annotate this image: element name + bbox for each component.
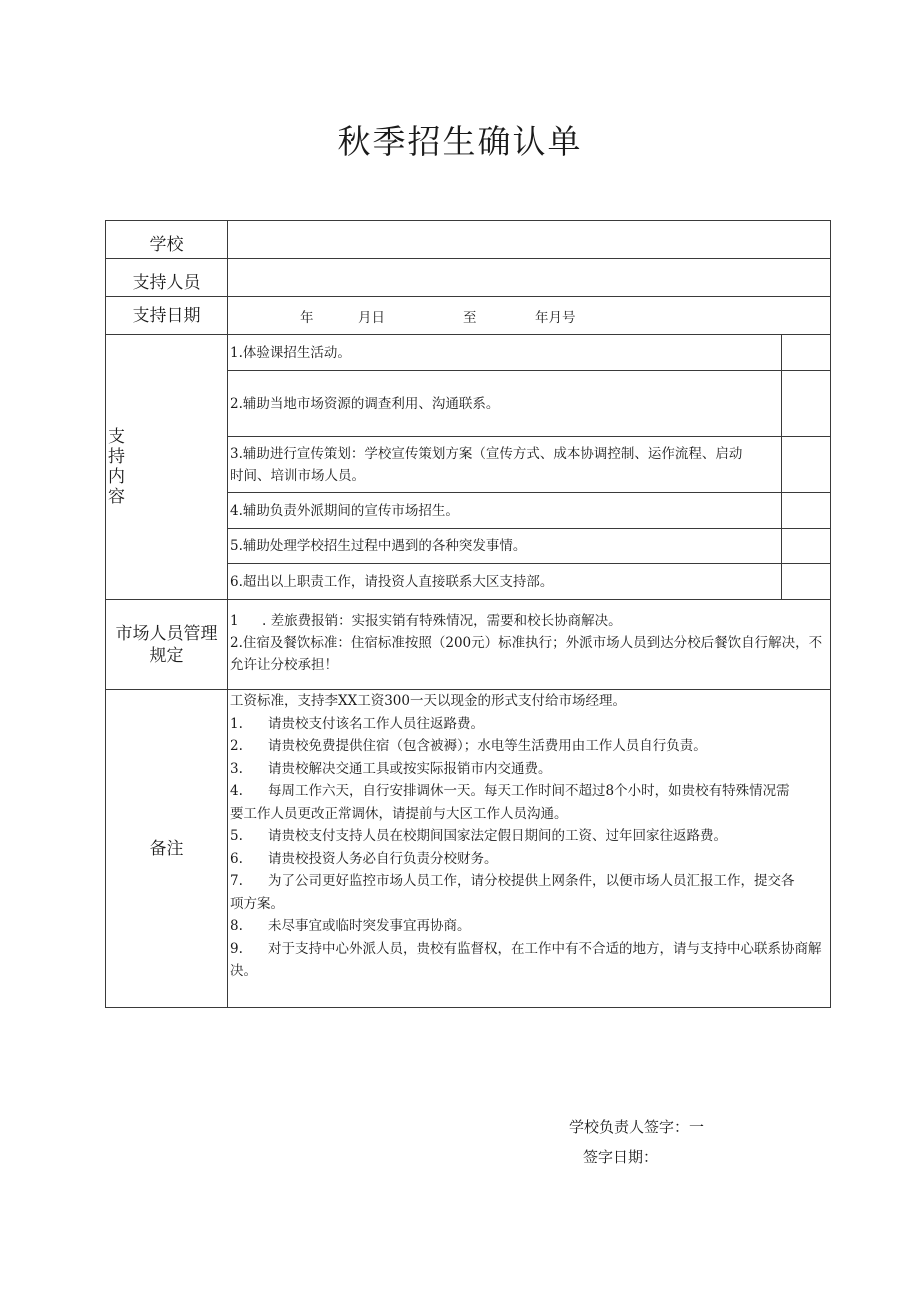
support-item-text: 2.辅助当地市场资源的调查利用、沟通联系。 (228, 371, 782, 437)
rules-label: 市场人员管理规定 (106, 600, 228, 690)
date-to: 至 (463, 310, 477, 326)
support-date-row (106, 297, 831, 335)
support-staff-input-cell[interactable] (228, 259, 831, 297)
support-item-text: 6.超出以上职责工作，请投资人直接联系大区支持部。 (228, 564, 782, 600)
signature-date-label: 签字日期： (583, 1148, 659, 1166)
school-label: 学校 (106, 221, 228, 259)
remark-item: 5. 请贵校支付支持人员在校期间国家法定假日期间的工资、过年回家往返路费。 (230, 828, 727, 844)
remark-item: 2. 请贵校免费提供住宿（包含被褥）；水电等生活费用由工作人员自行负责。 (230, 738, 707, 754)
rule-item: 1 . 差旅费报销：实报实销有特殊情况，需要和校长协商解决。 (230, 613, 622, 629)
remark-item: 8. 未尽事宜或临时突发事宜再协商。 (230, 918, 471, 934)
support-staff-row (106, 259, 831, 297)
support-item-text: 3.辅助进行宣传策划：学校宣传策划方案（宣传方式、成本协调控制、运作流程、启动时间、培训市场人员。 (228, 437, 782, 493)
remark-item: 6. 请贵校投资人务必自行负责分校财务。 (230, 850, 498, 867)
support-item-check-cell[interactable] (782, 437, 831, 493)
remark-item: 1. 请贵校支付该名工作人员往返路费。 (230, 715, 484, 732)
principal-signature-label: 学校负责人签字：一 (569, 1118, 705, 1136)
support-item-check-cell[interactable] (782, 493, 831, 529)
rules-cell (228, 600, 831, 690)
remarks-cell (228, 690, 831, 1008)
confirmation-form-table (105, 220, 831, 1008)
support-item-text: 4.辅助负责外派期间的宣传市场招生。 (228, 493, 782, 529)
support-item-check-cell[interactable] (782, 564, 831, 600)
date-year-start: 年 (300, 310, 314, 326)
support-item-check-cell[interactable] (782, 371, 831, 437)
support-item-check-cell[interactable] (782, 529, 831, 564)
school-row (106, 221, 831, 259)
support-date-label: 支持日期 (106, 297, 228, 335)
remarks-row (106, 690, 831, 1008)
school-input-cell[interactable] (228, 221, 831, 259)
support-item-text: 1.体验课招生活动。 (228, 335, 782, 371)
date-month-day-start: 月日 (358, 310, 385, 326)
remark-item: 7. 为了公司更好监控市场人员工作，请分校提供上网条件，以便市场人员汇报工作，提交各项方案。 (230, 873, 795, 912)
rules-row (106, 600, 831, 690)
support-content-label: 支 持 内 容 (106, 335, 228, 600)
support-staff-label: 支持人员 (106, 259, 228, 297)
support-date-cell[interactable] (228, 297, 831, 335)
remark-item: 9. 对于支持中心外派人员，贵校有监督权，在工作中有不合适的地方，请与支持中心联系协商解决。 (230, 940, 822, 979)
remark-item: 3. 请贵校解决交通工具或按实际报销市内交通费。 (230, 760, 552, 777)
date-year-month-end: 年月号 (535, 310, 576, 326)
rule-item: 2.住宿及餐饮标准：住宿标准按照（200元）标准执行；外派市场人员到达分校后餐饮自行解决，不允许让分校承担！ (230, 635, 823, 673)
remark-item: 4. 每周工作六天，自行安排调休一天。每天工作时间不超过8个小时，如贵校有特殊情况需要工作人员更改正常调休，请提前与大区工作人员沟通。 (230, 783, 790, 822)
page-title: 秋季招生确认单 (337, 122, 583, 161)
support-item-row (106, 335, 831, 371)
support-item-text: 5.辅助处理学校招生过程中遇到的各种突发事情。 (228, 529, 782, 564)
remarks-intro: 工资标准，支持李XX工资300一天以现金的形式支付给市场经理。 (230, 693, 626, 709)
remarks-label: 备注 (106, 690, 228, 1008)
support-item-check-cell[interactable] (782, 335, 831, 371)
